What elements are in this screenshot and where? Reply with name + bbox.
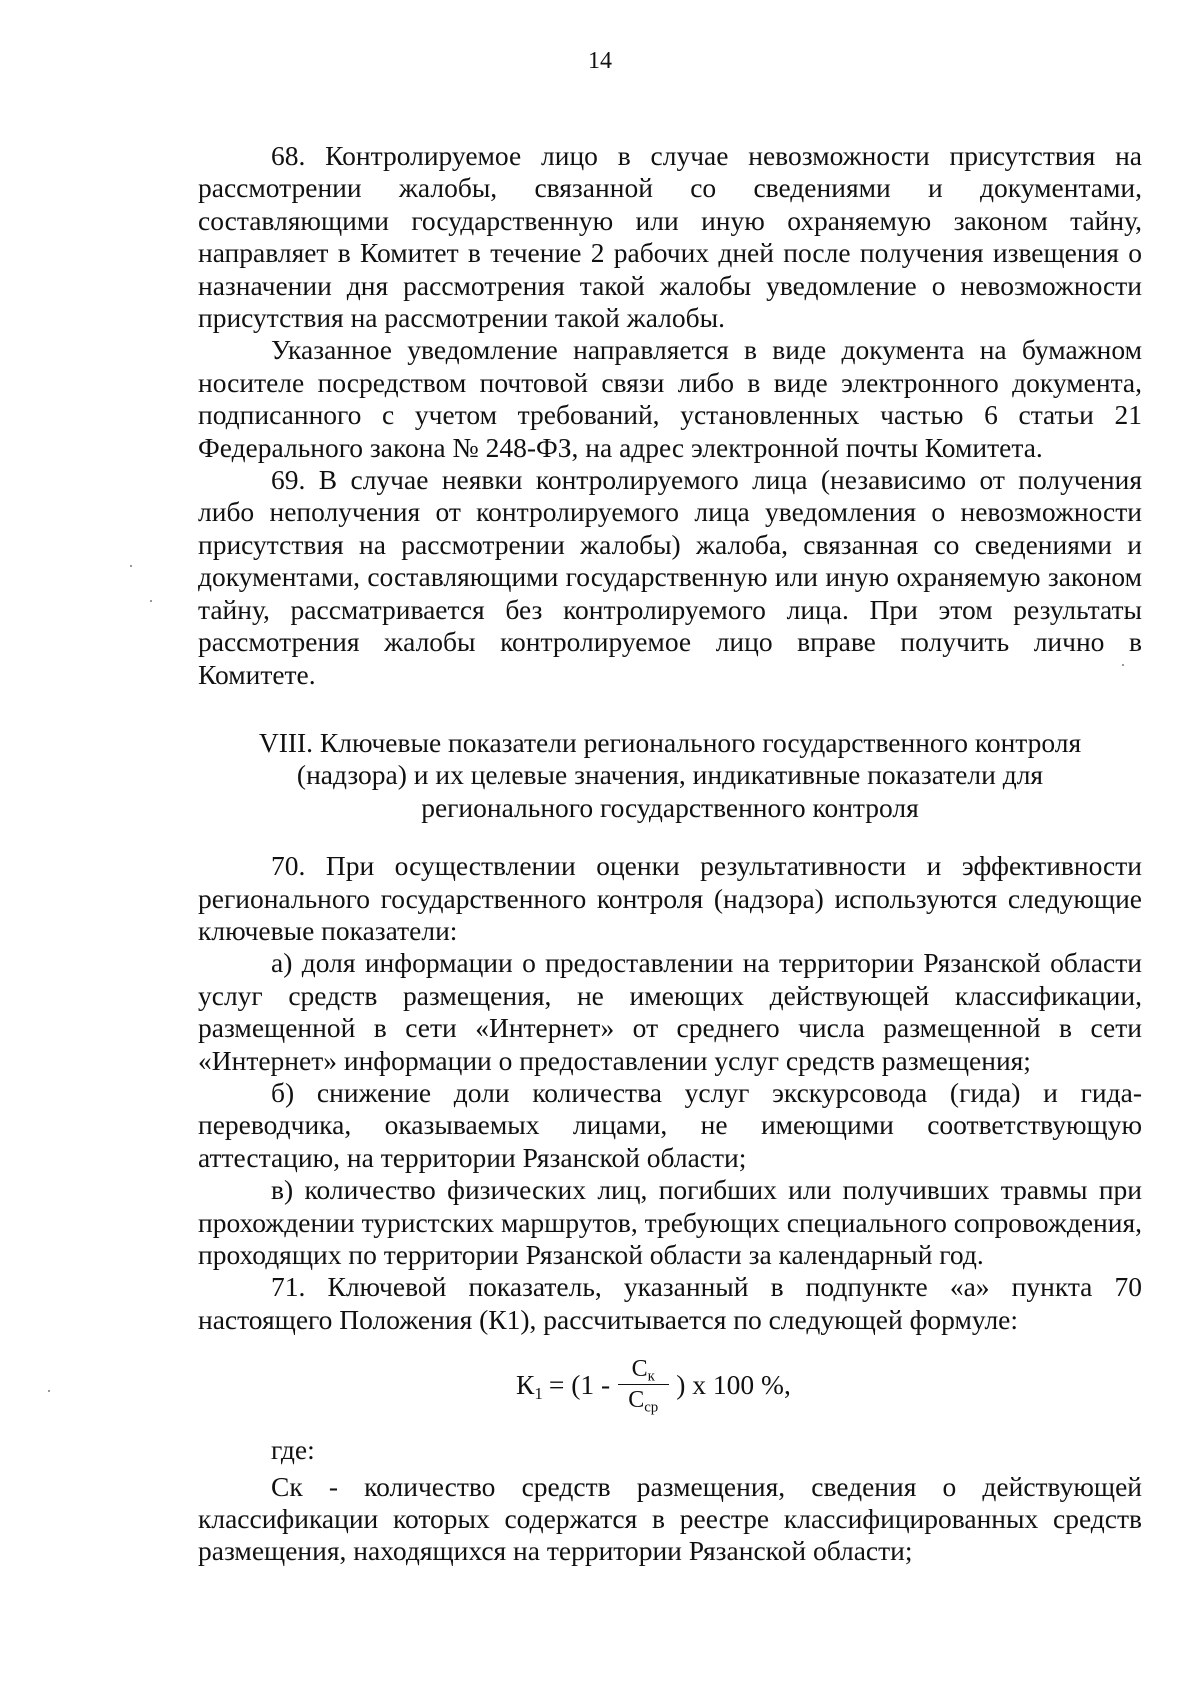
formula-open: = (1 -	[548, 1368, 611, 1400]
scan-speck	[48, 1390, 50, 1392]
section-heading-line: регионального государственного контроля	[421, 791, 919, 823]
scan-speck	[130, 565, 132, 567]
paragraph-notice: Указанное уведомление направляется в виде документа на бумажном носителе посредством почтовой связи либо в виде электронного документа, подписанного с учетом требований, установленных частью 6 статьи 21 Федерального закона № 248-ФЗ, на адрес электронной почты Комитета.	[198, 334, 1142, 463]
paragraph-70-c: в) количество физических лиц, погибших или получивших травмы при прохождении туристских маршрутов, требующих специального сопровождения, проходящих по территории Рязанской области за календарный год.	[198, 1174, 1142, 1270]
paragraph-70-a: а) доля информации о предоставлении на территории Рязанской области услуг средств размещения, не имеющих действующей классификации, размещенной в сети «Интернет» от среднего числа размещенной в сети «Интернет» информации о предоставлении услуг средств размещения;	[198, 947, 1142, 1076]
paragraph-69: 69. В случае неявки контролируемого лица (независимо от получения либо неполучения от контролируемого лица уведомления о невозможности присутствия на рассмотрении жалобы) жалоба, связанная со сведениями и документами, составляющими государственную или иную охраняемую законом тайну, рассматривается без контролируемого лица. При этом результаты рассмотрения жалобы контролируемое лицо вправе получить лично в Комитете.	[198, 464, 1142, 690]
paragraph-70: 70. При осуществлении оценки результативности и эффективности регионального государственного контроля (надзора) используются следующие ключевые показатели:	[198, 850, 1142, 946]
formula-lhs: $К_1$	[516, 1368, 543, 1403]
where-label: где:	[271, 1434, 315, 1466]
section-heading-line: VIII. Ключевые показатели регионального государственного контроля	[258, 726, 1082, 758]
formula-fraction	[614, 1354, 672, 1415]
formula-k1	[198, 1348, 1142, 1434]
paragraph-70-b: б) снижение доли количества услуг экскурсовода (гида) и гида-переводчика, оказываемых лицами, не имеющими соответствующую аттестацию, на территории Рязанской области;	[198, 1076, 1142, 1173]
paragraph-68: 68. Контролируемое лицо в случае невозможности присутствия на рассмотрении жалобы, связанной со сведениями и документами, составляющими государственную или иную охраняемую законом тайну, направляет в Комитет в течение 2 рабочих дней после получения извещения о назначении дня рассмотрения такой жалобы уведомление о невозможности присутствия на рассмотрении такой жалобы.	[198, 140, 1142, 334]
paragraph-71: 71. Ключевой показатель, указанный в подпункте «а» пункта 70 настоящего Положения (К1), рассчитывается по следующей формуле:	[198, 1271, 1142, 1335]
page-number: 14	[588, 48, 612, 74]
formula-tail: ) х 100 %,	[676, 1368, 791, 1400]
section-heading-line: (надзора) и их целевые значения, индикативные показатели для	[296, 759, 1044, 791]
formula-numerator: $С_к$	[618, 1354, 669, 1385]
definition-ck: Ск - количество средств размещения, сведения о действующей классификации которых содержатся в реестре классифицированных средств размещения, находящихся на территории Рязанской области;	[198, 1470, 1142, 1567]
scan-speck	[150, 600, 152, 602]
document-body	[198, 140, 1142, 1568]
formula-expression	[516, 1354, 791, 1415]
section-heading-viii	[198, 727, 1142, 824]
formula-denominator: $С_{ср}$	[628, 1387, 659, 1416]
